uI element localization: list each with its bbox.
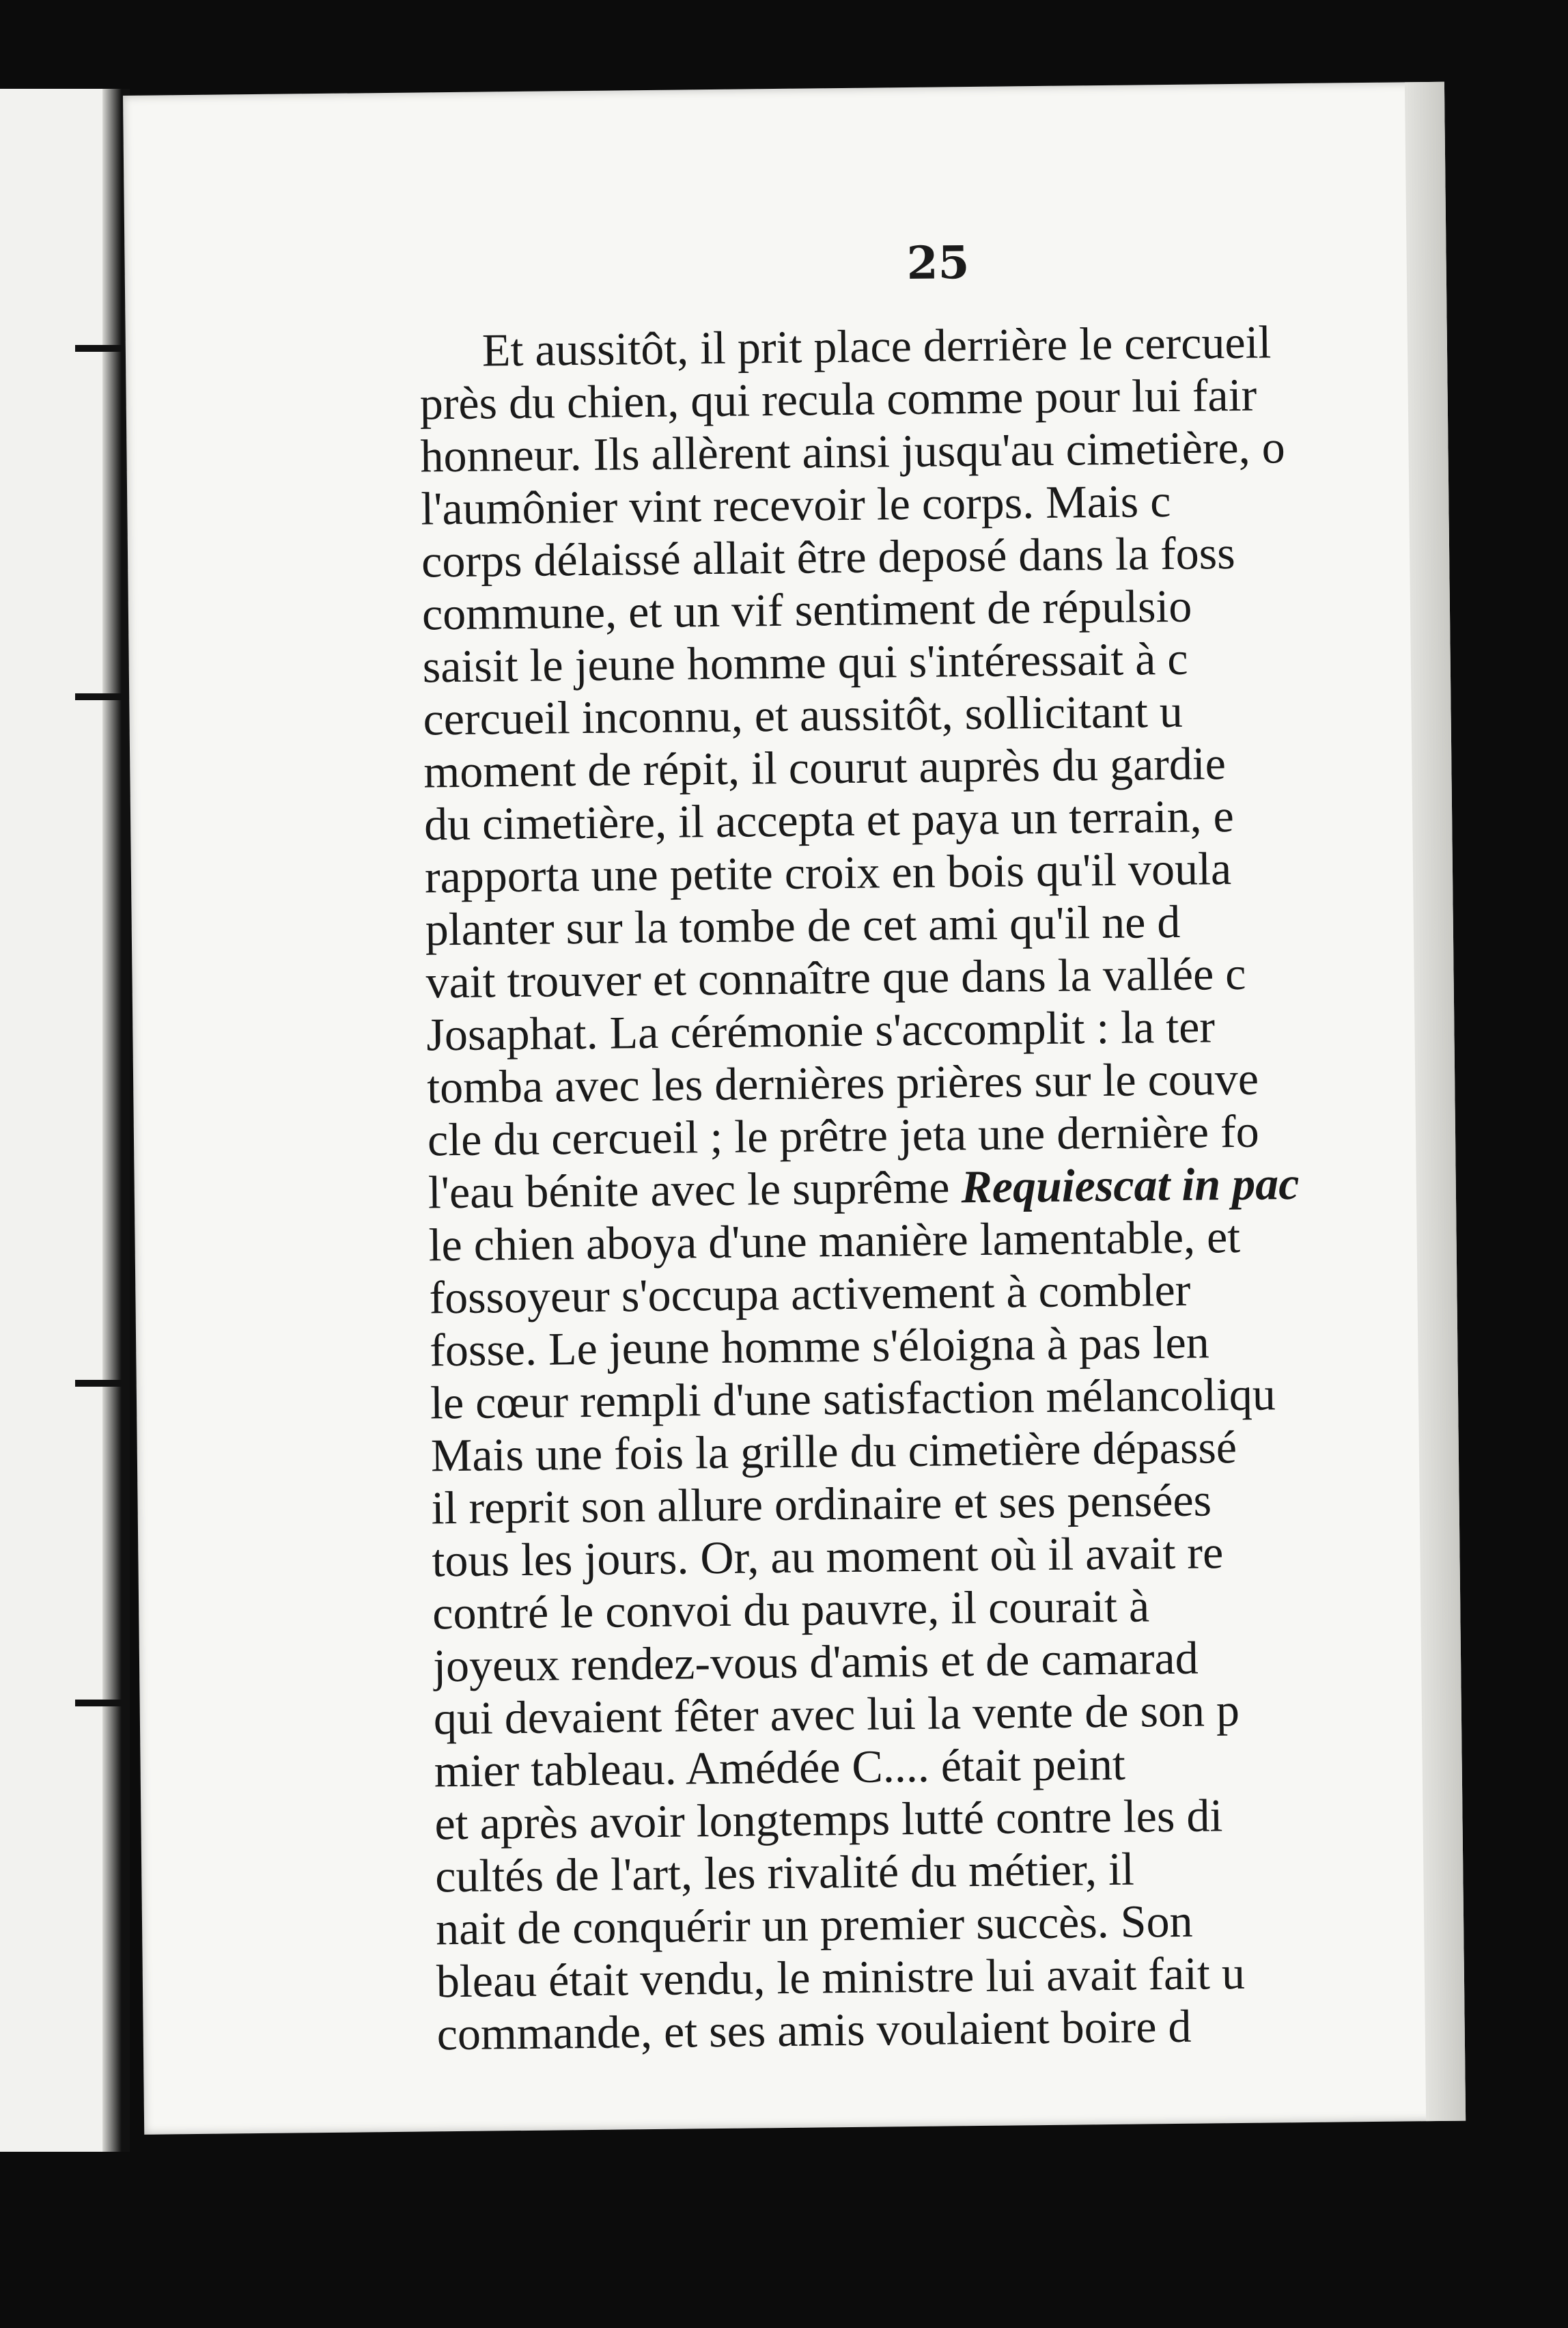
text-line: cle du cercueil ; le prêtre jeta une dernière fo bbox=[427, 1105, 1259, 1166]
text-line: bleau était vendu, le ministre lui avait fait u bbox=[436, 1946, 1246, 2008]
text-line: moment de répit, il courut auprès du gardie bbox=[423, 737, 1227, 798]
previous-page-edge bbox=[0, 89, 115, 2152]
text-line: du cimetière, il accepta et paya un terrain, e bbox=[423, 790, 1235, 850]
text-line: Et aussitôt, il prit place derrière le cercueil bbox=[481, 316, 1272, 376]
text-fragment: l'eau bénite avec le suprême bbox=[428, 1161, 962, 1219]
text-line: tomba avec les dernières prières sur le couve bbox=[426, 1052, 1259, 1113]
text-line: mier tableau. Amédée C.... était peint bbox=[434, 1737, 1126, 1797]
text-line: près du chien, qui recula comme pour lui fair bbox=[419, 368, 1257, 430]
text-line: planter sur la tombe de cet ami qu'il ne d bbox=[425, 895, 1181, 956]
text-line: Mais une fois la grille du cimetière dépassé bbox=[430, 1421, 1237, 1482]
text-line: Josaphat. La cérémonie s'accomplit : la ter bbox=[426, 1000, 1216, 1061]
text-line: contré le convoi du pauvre, il courait à bbox=[432, 1579, 1150, 1639]
binding-stitch bbox=[75, 1380, 123, 1387]
text-line: le chien aboya d'une manière lamentable, et bbox=[428, 1210, 1241, 1271]
book-page bbox=[123, 82, 1466, 2135]
text-line: commande, et ses amis voulaient boire d bbox=[436, 1999, 1192, 2060]
text-line: qui devaient fêter avec lui la vente de son p bbox=[433, 1684, 1240, 1745]
text-line: saisit le jeune homme qui s'intéressait à c bbox=[422, 632, 1188, 693]
text-line: tous les jours. Or, au moment où il avait re bbox=[432, 1526, 1224, 1587]
body-text bbox=[419, 313, 1551, 2060]
text-line: vait trouver et connaître que dans la vallée c bbox=[425, 947, 1246, 1008]
page-number: 25 bbox=[906, 236, 970, 290]
italic-phrase: Requiescat in pac bbox=[961, 1157, 1300, 1213]
text-line: cercueil inconnu, et aussitôt, sollicitant u bbox=[423, 684, 1184, 745]
text-line: corps délaissé allait être deposé dans la foss bbox=[421, 526, 1235, 587]
text-line: commune, et un vif sentiment de répulsio bbox=[421, 579, 1192, 640]
binding-stitch bbox=[75, 693, 123, 700]
text-line: fosse. Le jeune homme s'éloigna à pas len bbox=[429, 1316, 1210, 1376]
text-line: l'aumônier vint recevoir le corps. Mais c bbox=[420, 474, 1171, 535]
text-line: il reprit son allure ordinaire et ses pensées bbox=[431, 1473, 1212, 1534]
text-line: joyeux rendez-vous d'amis et de camarad bbox=[432, 1631, 1199, 1692]
text-line: cultés de l'art, les rivalité du métier, il bbox=[434, 1842, 1135, 1902]
text-line: nait de conquérir un premier succès. Son bbox=[435, 1894, 1193, 1955]
text-line: le cœur rempli d'une satisfaction mélancoliqu bbox=[430, 1368, 1276, 1429]
text-line: et après avoir longtemps lutté contre les di bbox=[434, 1789, 1223, 1850]
text-line: rapporta une petite croix en bois qu'il voula bbox=[424, 842, 1232, 903]
binding-stitch bbox=[75, 345, 123, 352]
text-line: honneur. Ils allèrent ainsi jusqu'au cimetière, o bbox=[420, 421, 1285, 482]
text-line: fossoyeur s'occupa activement à combler bbox=[429, 1263, 1191, 1324]
binding-stitch bbox=[75, 1700, 123, 1706]
